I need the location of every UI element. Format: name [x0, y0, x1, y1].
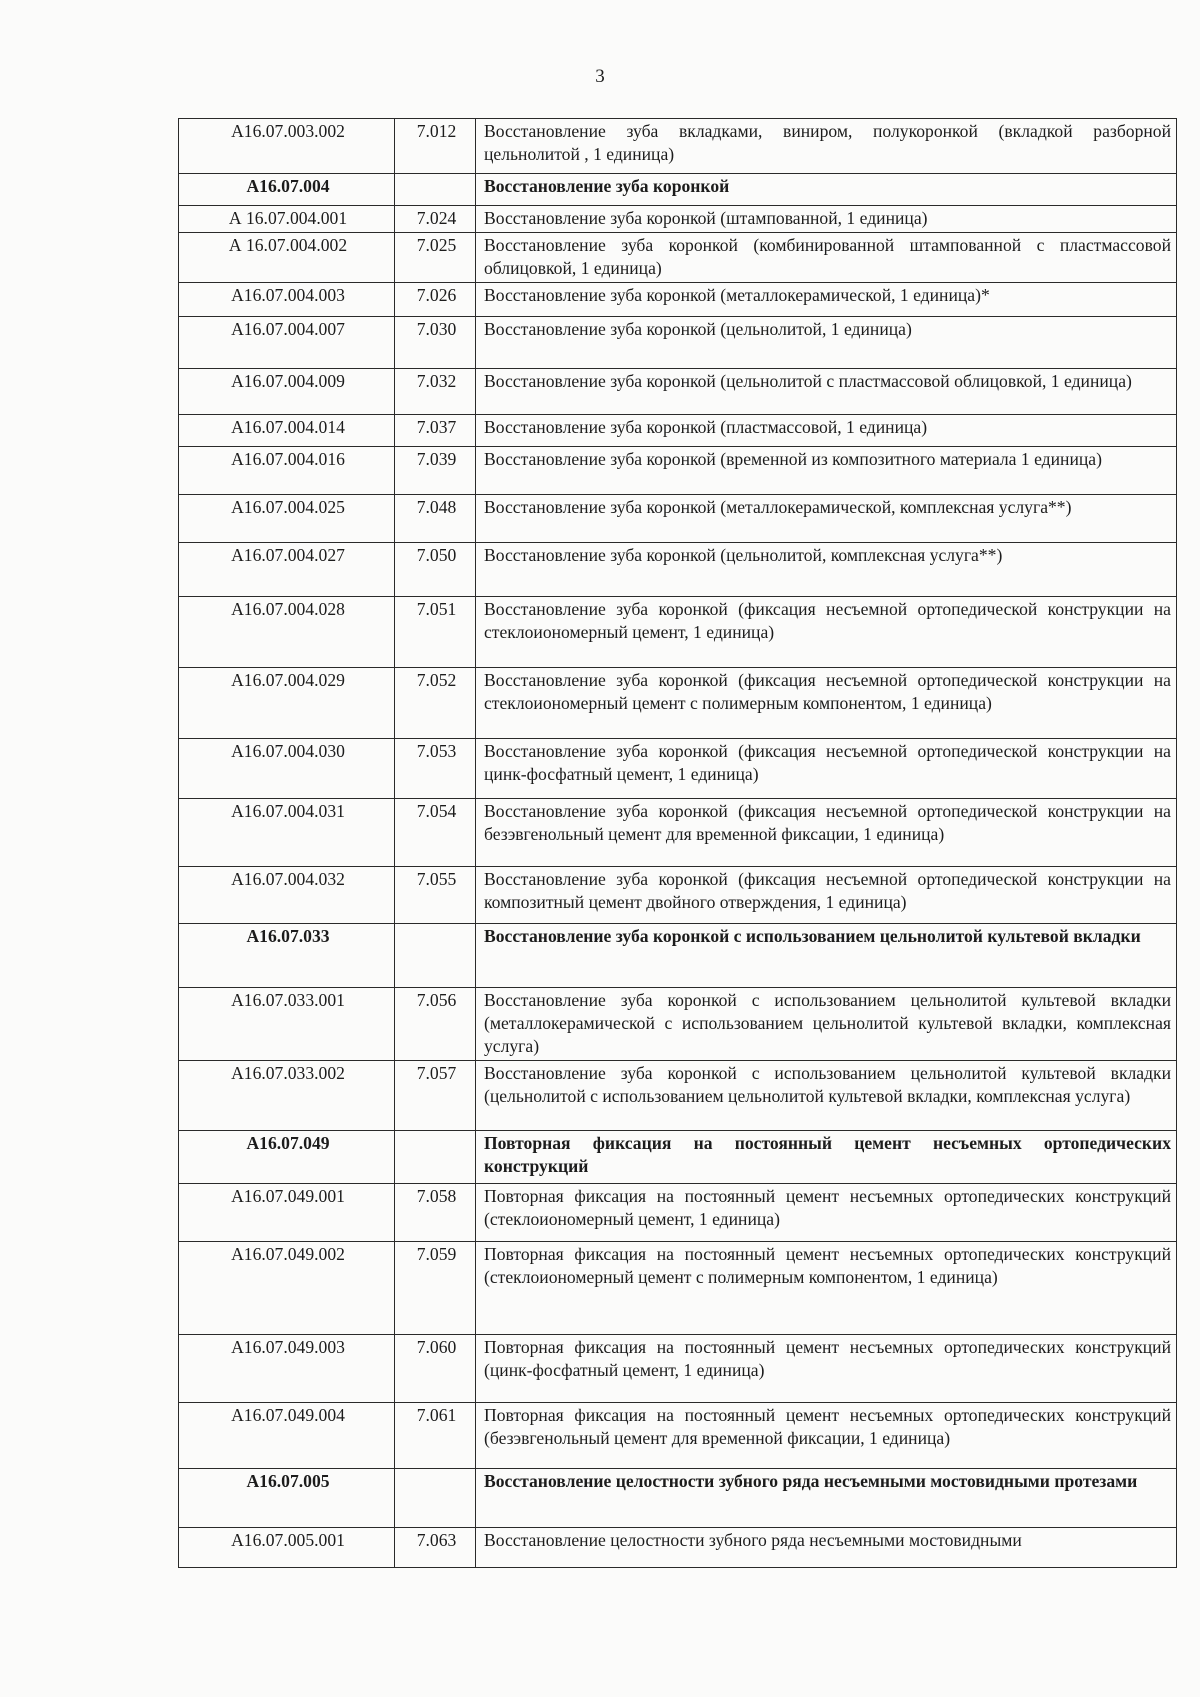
tariff-number [395, 1131, 476, 1184]
service-code: A16.07.004.025 [179, 495, 395, 543]
tariff-number: 7.055 [395, 867, 476, 924]
service-row [179, 415, 1177, 447]
tariff-number: 7.048 [395, 495, 476, 543]
tariff-number: 7.063 [395, 1528, 476, 1568]
service-code: A16.07.004.016 [179, 447, 395, 495]
tariff-number: 7.050 [395, 543, 476, 597]
services-table-body [179, 119, 1177, 1568]
service-row [179, 1242, 1177, 1335]
service-code: A16.07.033.002 [179, 1061, 395, 1131]
service-code: А 16.07.004.001 [179, 206, 395, 233]
service-row [179, 543, 1177, 597]
tariff-number: 7.030 [395, 317, 476, 369]
service-description: Восстановление зуба коронкой (пластмассовой, 1 единица) [476, 415, 1177, 447]
services-table [178, 118, 1177, 1568]
service-row [179, 1335, 1177, 1403]
service-description: Восстановление целостности зубного ряда несъемными мостовидными протезами [476, 1469, 1177, 1528]
service-description: Восстановление зуба вкладками, виниром, полукоронкой (вкладкой разборной цельнолитой , 1 единица) [476, 119, 1177, 174]
service-row [179, 1061, 1177, 1131]
service-code: А 16.07.004.002 [179, 233, 395, 283]
service-description: Восстановление зуба коронкой (цельнолитой, 1 единица) [476, 317, 1177, 369]
service-description: Восстановление зуба коронкой с использованием цельнолитой культевой вкладки [476, 924, 1177, 988]
service-row [179, 739, 1177, 799]
service-row [179, 988, 1177, 1061]
tariff-number: 7.026 [395, 283, 476, 317]
service-description: Повторная фиксация на постоянный цемент несъемных ортопедических конструкций (стеклоиономерный цемент, 1 единица) [476, 1184, 1177, 1242]
service-row [179, 206, 1177, 233]
service-row [179, 1184, 1177, 1242]
service-code: A16.07.004.007 [179, 317, 395, 369]
service-description: Восстановление зуба коронкой (металлокерамической, 1 единица)* [476, 283, 1177, 317]
tariff-number: 7.024 [395, 206, 476, 233]
service-code: A16.07.005 [179, 1469, 395, 1528]
service-row [179, 799, 1177, 867]
service-description: Восстановление зуба коронкой с использованием цельнолитой культевой вкладки (цельнолитой с использованием цельнолитой культевой вкладки, комплексная услуга) [476, 1061, 1177, 1131]
service-description: Восстановление зуба коронкой (фиксация несъемной ортопедической конструкции на цинк-фосфатный цемент, 1 единица) [476, 739, 1177, 799]
tariff-number: 7.054 [395, 799, 476, 867]
service-description: Повторная фиксация на постоянный цемент несъемных ортопедических конструкций (стеклоиономерный цемент с полимерным компонентом, 1 единица) [476, 1242, 1177, 1335]
service-code: A16.07.004.003 [179, 283, 395, 317]
service-description: Повторная фиксация на постоянный цемент несъемных ортопедических конструкций (цинк-фосфатный цемент, 1 единица) [476, 1335, 1177, 1403]
service-code: A16.07.003.002 [179, 119, 395, 174]
service-description: Восстановление зуба коронкой (фиксация несъемной ортопедической конструкции на стеклоиономерный цемент с полимерным компонентом, 1 единица) [476, 668, 1177, 739]
tariff-number: 7.037 [395, 415, 476, 447]
group-row [179, 174, 1177, 206]
tariff-number [395, 924, 476, 988]
tariff-number: 7.056 [395, 988, 476, 1061]
service-row [179, 495, 1177, 543]
tariff-number: 7.051 [395, 597, 476, 668]
tariff-number [395, 174, 476, 206]
service-code: A16.07.033.001 [179, 988, 395, 1061]
service-code: A16.07.004.014 [179, 415, 395, 447]
service-description: Восстановление зуба коронкой (штампованной, 1 единица) [476, 206, 1177, 233]
service-code: A16.07.004.032 [179, 867, 395, 924]
service-description: Повторная фиксация на постоянный цемент несъемных ортопедических конструкций (безэвгенольный цемент для временной фиксации, 1 единица) [476, 1403, 1177, 1469]
service-row [179, 668, 1177, 739]
tariff-number: 7.061 [395, 1403, 476, 1469]
service-row [179, 867, 1177, 924]
service-code: A16.07.049.002 [179, 1242, 395, 1335]
service-description: Восстановление зуба коронкой (металлокерамической, комплексная услуга**) [476, 495, 1177, 543]
service-description: Восстановление целостности зубного ряда несъемными мостовидными [476, 1528, 1177, 1568]
service-row [179, 119, 1177, 174]
service-row [179, 447, 1177, 495]
service-row [179, 1528, 1177, 1568]
tariff-number: 7.012 [395, 119, 476, 174]
tariff-number: 7.039 [395, 447, 476, 495]
service-code: A16.07.004.028 [179, 597, 395, 668]
service-row [179, 1403, 1177, 1469]
group-row [179, 1469, 1177, 1528]
service-description: Восстановление зуба коронкой (комбинированной штампованной с пластмассовой облицовкой, 1 единица) [476, 233, 1177, 283]
service-code: A16.07.004.027 [179, 543, 395, 597]
tariff-number: 7.059 [395, 1242, 476, 1335]
tariff-number: 7.058 [395, 1184, 476, 1242]
service-row [179, 369, 1177, 415]
service-description: Восстановление зуба коронкой (цельнолитой с пластмассовой облицовкой, 1 единица) [476, 369, 1177, 415]
service-description: Повторная фиксация на постоянный цемент несъемных ортопедических конструкций [476, 1131, 1177, 1184]
service-code: A16.07.004.030 [179, 739, 395, 799]
service-code: A16.07.005.001 [179, 1528, 395, 1568]
tariff-number: 7.032 [395, 369, 476, 415]
service-description: Восстановление зуба коронкой (фиксация несъемной ортопедической конструкции на композитный цемент двойного отверждения, 1 единица) [476, 867, 1177, 924]
service-code: A16.07.004.031 [179, 799, 395, 867]
service-description: Восстановление зуба коронкой (фиксация несъемной ортопедической конструкции на стеклоиономерный цемент, 1 единица) [476, 597, 1177, 668]
tariff-number: 7.060 [395, 1335, 476, 1403]
service-description: Восстановление зуба коронкой с использованием цельнолитой культевой вкладки (металлокерамической с использованием цельнолитой культевой вкладки, комплексная услуга) [476, 988, 1177, 1061]
service-code: A16.07.049 [179, 1131, 395, 1184]
service-row [179, 317, 1177, 369]
service-row [179, 233, 1177, 283]
service-code: A16.07.033 [179, 924, 395, 988]
tariff-number: 7.057 [395, 1061, 476, 1131]
tariff-number [395, 1469, 476, 1528]
service-code: A16.07.049.003 [179, 1335, 395, 1403]
service-row [179, 283, 1177, 317]
service-code: A16.07.049.001 [179, 1184, 395, 1242]
service-description: Восстановление зуба коронкой (цельнолитой, комплексная услуга**) [476, 543, 1177, 597]
service-code: A16.07.004 [179, 174, 395, 206]
service-description: Восстановление зуба коронкой (временной из композитного материала 1 единица) [476, 447, 1177, 495]
service-code: A16.07.004.029 [179, 668, 395, 739]
page-number: 3 [595, 66, 605, 87]
tariff-number: 7.053 [395, 739, 476, 799]
service-code: A16.07.004.009 [179, 369, 395, 415]
service-row [179, 597, 1177, 668]
tariff-number: 7.052 [395, 668, 476, 739]
tariff-number: 7.025 [395, 233, 476, 283]
group-row [179, 924, 1177, 988]
group-row [179, 1131, 1177, 1184]
service-description: Восстановление зуба коронкой [476, 174, 1177, 206]
service-description: Восстановление зуба коронкой (фиксация несъемной ортопедической конструкции на безэвгенольный цемент для временной фиксации, 1 единица) [476, 799, 1177, 867]
service-code: A16.07.049.004 [179, 1403, 395, 1469]
